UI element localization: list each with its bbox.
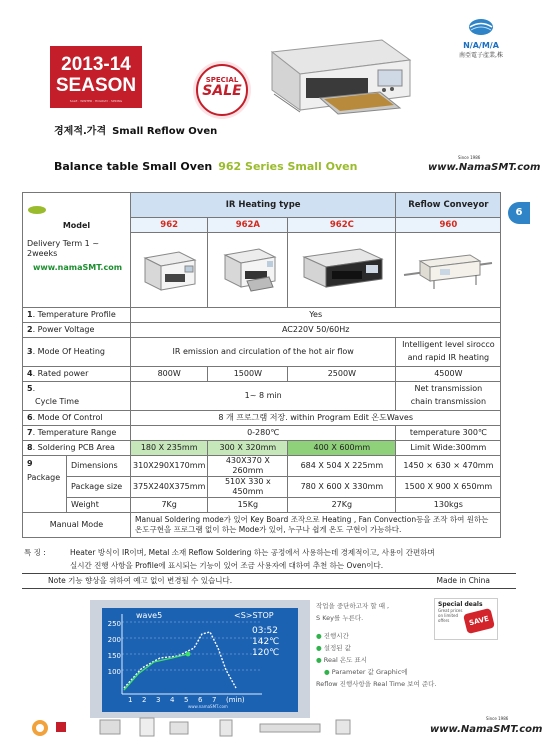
row-mode-heating-value: IR emission and circulation of the hot air flow xyxy=(131,337,396,366)
y-tick: 100 xyxy=(107,668,121,676)
row-cycle-time-label xyxy=(23,381,131,410)
features-block xyxy=(24,546,514,572)
package-size-962c: 780 X 600 X 330mm xyxy=(288,476,396,497)
row-num: 7 xyxy=(27,427,33,437)
row-label: . Rated power xyxy=(32,368,89,378)
legend-top2: S Key를 누른다. xyxy=(316,614,364,622)
legend-param2: Reflow 진행사항을 Real Time 보여 준다. xyxy=(316,680,437,688)
ir-heating-header: IR Heating type xyxy=(131,193,396,218)
row-temp-profile-label xyxy=(23,307,131,322)
lcd-temp1: 142℃ xyxy=(252,637,280,647)
pcb-area-962: 180 X 235mm xyxy=(131,440,208,455)
bullet-icon: ● xyxy=(316,644,322,652)
row-cycle-time-960 xyxy=(396,381,501,410)
oven-962-image xyxy=(139,244,199,296)
row-mode-control-value: 8 개 프로그램 저장. within Program Edit 온도Waves xyxy=(131,410,501,425)
row-num: 8 xyxy=(27,442,33,452)
footer-since: Since 1986 xyxy=(486,716,509,721)
rated-power-962: 800W xyxy=(131,366,208,381)
conveyor-960-image xyxy=(400,245,496,295)
footer-product-strip xyxy=(20,714,380,740)
x-tick: 6 xyxy=(198,696,203,704)
row-num: 1 xyxy=(27,309,33,319)
features-line1: Heater 방식이 IR이며, Metal 소재 Reflow Soldering 하는 공정에서 사용하는데 경제적이고, 사용이 간편하며 xyxy=(70,548,435,557)
since-label: Since 1986 xyxy=(458,155,481,160)
value-960-line2: and rapid IR heating xyxy=(407,353,490,362)
weight-962: 7Kg xyxy=(131,497,208,512)
row-power-voltage-label xyxy=(23,322,131,337)
model-962: 962 xyxy=(131,218,208,233)
reflow-conveyor-header: Reflow Conveyor xyxy=(396,193,501,218)
x-unit: (min) xyxy=(226,696,245,704)
legend-top1: 작업을 중단하고자 할 때 , xyxy=(316,602,390,610)
package-label: Package xyxy=(27,472,61,482)
rated-power-960: 4500W xyxy=(396,366,501,381)
special-deals-badge xyxy=(434,598,498,640)
delivery-url: www.namaSMT.com xyxy=(32,262,123,272)
row-num: 4 xyxy=(27,368,33,378)
current-point-marker xyxy=(186,652,191,657)
row-mode-heating-label xyxy=(23,337,131,366)
machine-962a-image-cell xyxy=(208,233,288,308)
dimensions-962c: 684 X 504 X 225mm xyxy=(288,455,396,476)
note-bar xyxy=(22,573,516,589)
x-tick: 4 xyxy=(170,696,175,704)
model-960: 960 xyxy=(396,218,501,233)
row-label: . Power Voltage xyxy=(32,324,95,334)
x-tick: 3 xyxy=(156,696,161,704)
row-rated-power-label xyxy=(23,366,131,381)
machine-962c-image-cell xyxy=(288,233,396,308)
sale-top: SPECIAL xyxy=(205,76,239,84)
machine-960-image-cell xyxy=(396,233,501,308)
row-cycle-time-value: 1~ 8 min xyxy=(131,381,396,410)
oven-962a-image xyxy=(217,243,279,297)
weight-962a: 15Kg xyxy=(208,497,288,512)
y-tick: 250 xyxy=(107,620,121,628)
x-tick: 1 xyxy=(128,696,133,704)
lcd-screen xyxy=(102,608,298,712)
legend-item xyxy=(316,642,466,654)
note-right: Made in China xyxy=(436,576,490,585)
x-tick: 7 xyxy=(212,696,217,704)
row-label2: Cycle Time xyxy=(35,397,79,406)
delivery-term: Delivery Term 1 ~ 2weeks xyxy=(27,238,100,258)
x-tick: 5 xyxy=(184,696,189,704)
legend-item-label: 진행시간 xyxy=(323,632,349,640)
row-temp-profile-value: Yes xyxy=(131,307,501,322)
season-year: 2013-14 xyxy=(61,54,131,75)
manual-mode-value xyxy=(131,512,501,537)
title-line2 xyxy=(54,160,357,173)
row-label: . Temperature Profile xyxy=(32,309,116,319)
manual-line1: Manual Soldering mode가 있어 Key Board 조작으로 Heating , Fan Convection등을 조작 하여 원하는 xyxy=(135,514,489,524)
row-num: 6 xyxy=(27,412,33,422)
legend-item-label: 설정된 값 xyxy=(323,644,351,652)
company-logo xyxy=(445,18,517,59)
value-960-line2: chain transmission xyxy=(410,397,487,406)
spec-table xyxy=(22,192,501,538)
model-962c: 962C xyxy=(288,218,396,233)
deals-title: Special deals xyxy=(438,601,483,608)
note-left: Note 기능 향상을 위하여 예고 없이 변경될 수 있습니다. xyxy=(48,576,233,585)
legend-param1: Parameter 값 Graphic에 xyxy=(331,668,408,676)
row-mode-control-label xyxy=(23,410,131,425)
package-label-cell xyxy=(23,455,67,512)
footer xyxy=(20,714,542,742)
row-power-voltage-value: AC220V 50/60Hz xyxy=(131,322,501,337)
title-line2-main: Balance table Small Oven xyxy=(54,160,213,173)
features-line2: 실시간 진행 사항을 Profile에 표시되는 기능이 있어 조금 사용자에 대하여 추천 하는 Oven이다. xyxy=(70,561,384,570)
weight-962c: 27Kg xyxy=(288,497,396,512)
title-line1 xyxy=(54,122,217,137)
row-num: 5 xyxy=(27,384,33,393)
deals-line2: on limited xyxy=(438,613,459,618)
row-mode-heating-960 xyxy=(396,337,501,366)
lcd-status: <S>STOP xyxy=(234,611,274,620)
rated-power-962a: 1500W xyxy=(208,366,288,381)
deals-line1: Great prices xyxy=(438,608,463,613)
legend-item xyxy=(316,654,466,666)
machine-962-image-cell xyxy=(131,233,208,308)
weight-960: 130kgs xyxy=(396,497,501,512)
row-label: . Mode Of Heating xyxy=(32,346,106,356)
legend-item-label: Real 온도 표시 xyxy=(323,656,368,664)
small-logo-icon xyxy=(27,205,47,215)
lcd-y-ticks xyxy=(103,616,121,680)
row-label: . Temperature Range xyxy=(32,427,117,437)
y-tick: 150 xyxy=(107,652,121,660)
lcd-url: www.namaSMT.com xyxy=(188,704,228,709)
dimensions-962: 310X290X170mm xyxy=(131,455,208,476)
save-tag: SAVE xyxy=(463,608,495,634)
lcd-x-ticks xyxy=(128,696,278,704)
row-label: . Soldering PCB Area xyxy=(32,442,115,452)
lcd-time: 03:52 xyxy=(252,626,278,636)
row-temp-range-value: 0-280℃ xyxy=(131,425,396,440)
dimensions-962a: 430X370 X 260mm xyxy=(208,455,288,476)
package-size-960: 1500 X 900 X 650mm xyxy=(396,476,501,497)
value-960-line1: Net transmission xyxy=(414,384,483,393)
lcd-title: wave5 xyxy=(136,611,163,620)
pcb-area-962a: 300 X 320mm xyxy=(208,440,288,455)
row-pcb-area-label xyxy=(23,440,131,455)
footer-badge-icon xyxy=(56,722,66,732)
lcd-readouts xyxy=(252,626,279,659)
pcb-area-960: Limit Wide:300mm xyxy=(396,440,501,455)
row-temp-range-960: temperature 300℃ xyxy=(396,425,501,440)
season-small: SALE · WINTER · HOLIDAY · SPRING xyxy=(69,99,123,103)
title-line1-en: Small Reflow Oven xyxy=(112,126,218,137)
lcd-temp2: 120℃ xyxy=(252,648,280,658)
season-banner xyxy=(50,46,142,108)
site-label: www.NamaSMT.com xyxy=(428,162,541,173)
globe-logo-icon xyxy=(468,18,494,36)
page-tab: 6 xyxy=(508,202,530,224)
dimensions-label: Dimensions xyxy=(67,455,131,476)
title-line1-ko: 경제적.가격 xyxy=(54,126,107,137)
model-header-cell xyxy=(23,193,131,233)
footer-site: www.NamaSMT.com xyxy=(430,724,542,735)
features-label: 특 징 : xyxy=(24,548,46,557)
rated-power-962c: 2500W xyxy=(288,366,396,381)
oven-962c-image xyxy=(296,243,388,297)
row-num: 2 xyxy=(27,324,33,334)
package-size-label: Package size xyxy=(67,476,131,497)
reflow-oven-hero-image xyxy=(250,34,420,118)
row-num: 3 xyxy=(27,346,33,356)
delivery-cell xyxy=(23,233,131,308)
manual-mode-label: Manual Mode xyxy=(23,512,131,537)
package-size-962a: 510X 330 x 450mm xyxy=(208,476,288,497)
x-tick: 2 xyxy=(142,696,147,704)
sale-word: SALE xyxy=(202,83,242,99)
y-tick: 200 xyxy=(107,636,121,644)
bullet-icon: ● xyxy=(324,668,330,676)
row-num: 9 xyxy=(27,458,33,468)
pcb-area-962c: 400 X 600mm xyxy=(288,440,396,455)
value-960-line1: Intelligent level sirocco xyxy=(402,340,495,349)
logo-company: 南亞電子產業,株 xyxy=(459,52,503,59)
season-word: SEASON xyxy=(55,75,137,96)
title-line2-series: 962 Series Small Oven xyxy=(218,160,358,173)
model-962a: 962A xyxy=(208,218,288,233)
manual-line2: 온도구현을 프로그램 없이 하는 Mode가 있어, 누구나 쉽게 온도 구현이 가능하다. xyxy=(135,524,402,534)
logo-brand: N/A/M/A xyxy=(463,41,499,50)
legend-param xyxy=(324,666,466,678)
bullet-icon: ● xyxy=(316,632,322,640)
weight-label: Weight xyxy=(67,497,131,512)
model-label: Model xyxy=(62,220,91,230)
row-label: . Mode Of Control xyxy=(32,412,103,422)
bullet-icon: ● xyxy=(316,656,322,664)
package-size-962: 375X240X375mm xyxy=(131,476,208,497)
dimensions-960: 1450 × 630 × 470mm xyxy=(396,455,501,476)
deals-line3: offers xyxy=(438,618,450,623)
special-sale-badge xyxy=(196,64,248,116)
row-label: . xyxy=(32,384,36,393)
row-temp-range-label xyxy=(23,425,131,440)
